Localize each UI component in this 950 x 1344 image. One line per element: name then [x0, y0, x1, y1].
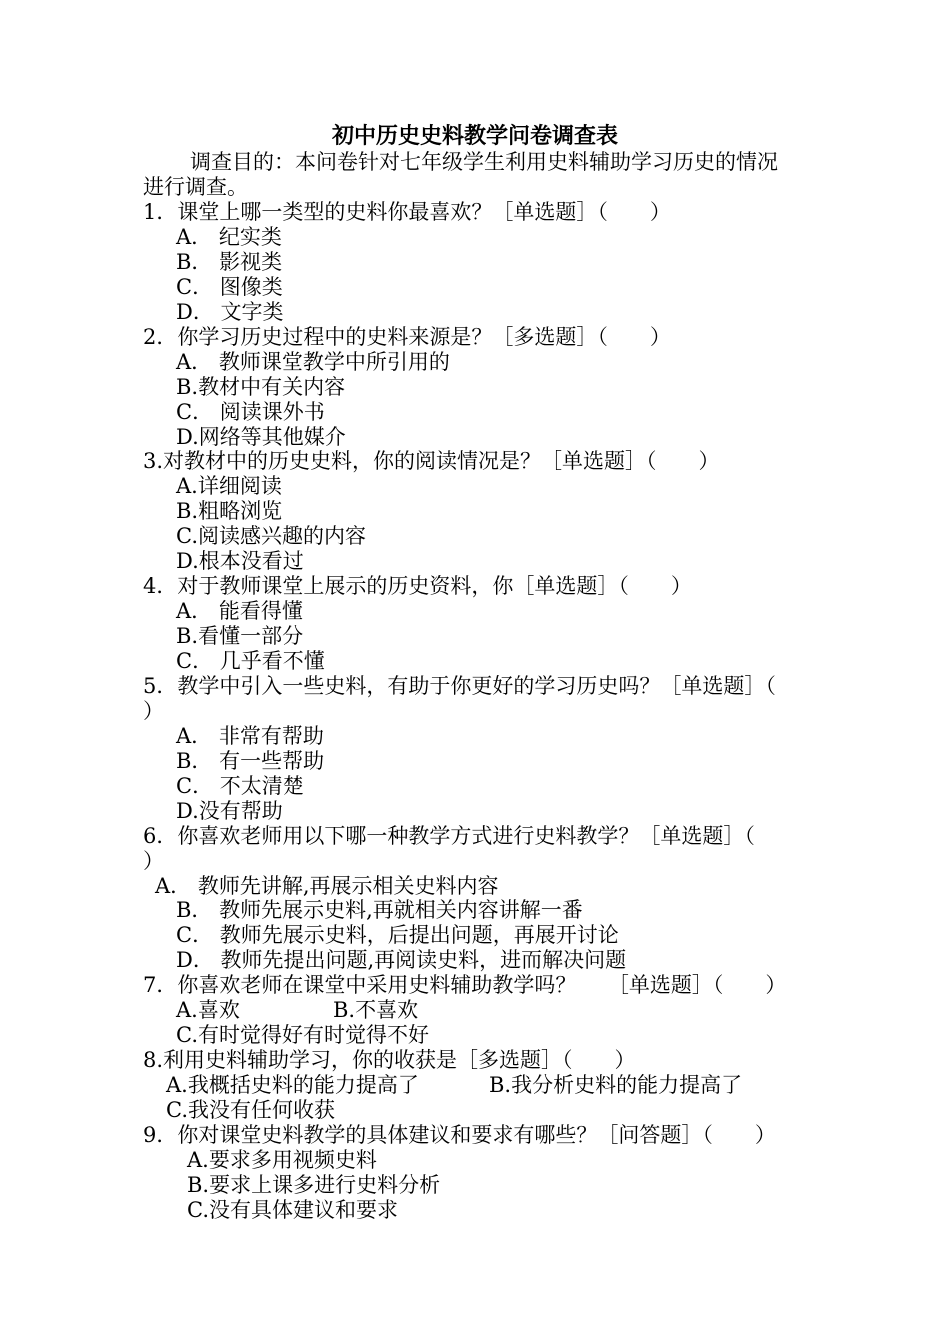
- page-title: 初中历史史料教学问卷调查表: [331, 123, 618, 149]
- q3-option-c: C.阅读感兴趣的内容: [176, 524, 366, 548]
- q9-option-b: B.要求上课多进行史料分析: [187, 1173, 441, 1197]
- q6-option-c: C． 教师先展示史料，后提出问题，再展开讨论: [176, 923, 619, 947]
- intro-line-1: 调查目的：本问卷针对七年级学生利用史料辅助学习历史的情况: [190, 150, 778, 174]
- q2-option-b: B.教材中有关内容: [176, 375, 346, 399]
- question-6: 6．你喜欢老师用以下哪一种教学方式进行史料教学？［单选题］（: [143, 824, 755, 848]
- question-6-cont: ）: [143, 849, 164, 873]
- question-4: 4．对于教师课堂上展示的历史资料，你［单选题］（ ）: [143, 574, 692, 598]
- q2-option-d: D.网络等其他媒介: [176, 425, 346, 449]
- q4-option-c: C． 几乎看不懂: [176, 649, 325, 673]
- q1-option-b: B． 影视类: [176, 250, 283, 274]
- q5-option-c: C． 不太清楚: [176, 774, 304, 798]
- question-9: 9．你对课堂史料教学的具体建议和要求有哪些？［问答题］（ ）: [143, 1123, 776, 1147]
- q9-option-a: A.要求多用视频史料: [187, 1148, 377, 1172]
- q3-option-b: B.粗略浏览: [176, 499, 283, 523]
- q9-option-c: C.没有具体建议和要求: [187, 1198, 398, 1222]
- intro-line-2: 进行调查。: [143, 175, 248, 199]
- question-1: 1．课堂上哪一类型的史料你最喜欢？［单选题］（ ）: [143, 200, 671, 224]
- question-2: 2．你学习历史过程中的史料来源是？［多选题］（ ）: [143, 325, 671, 349]
- q3-option-a: A.详细阅读: [176, 474, 282, 498]
- q7-option-a: A.喜欢: [176, 998, 240, 1022]
- q8-option-c: C.我没有任何收获: [166, 1098, 335, 1122]
- q6-option-b: B． 教师先展示史料,再就相关内容讲解一番: [176, 898, 583, 922]
- q6-option-d: D． 教师先提出问题,再阅读史料，进而解决问题: [176, 948, 627, 972]
- question-3: 3.对教材中的历史史料，你的阅读情况是？［单选题］（ ）: [143, 449, 720, 473]
- q4-option-a: A． 能看得懂: [176, 599, 303, 623]
- q5-option-b: B． 有一些帮助: [176, 749, 325, 773]
- question-8: 8.利用史料辅助学习，你的收获是［多选题］（ ）: [143, 1048, 636, 1072]
- q7-option-b: B.不喜欢: [333, 998, 419, 1022]
- q2-option-a: A． 教师课堂教学中所引用的: [176, 350, 450, 374]
- q5-option-a: A． 非常有帮助: [176, 724, 324, 748]
- q1-option-d: D． 文字类: [176, 300, 284, 324]
- q2-option-c: C． 阅读课外书: [176, 400, 325, 424]
- q8-option-a: A.我概括史料的能力提高了: [166, 1073, 419, 1097]
- question-5-cont: ）: [143, 699, 164, 723]
- q1-option-c: C． 图像类: [176, 275, 283, 299]
- q5-option-d: D.没有帮助: [176, 799, 283, 823]
- q7-option-c: C.有时觉得好有时觉得不好: [176, 1023, 429, 1047]
- q1-option-a: A． 纪实类: [176, 225, 282, 249]
- q6-option-a: A． 教师先讲解,再展示相关史料内容: [155, 874, 499, 898]
- q3-option-d: D.根本没看过: [176, 549, 304, 573]
- question-5: 5．教学中引入一些史料，有助于你更好的学习历史吗？［单选题］（: [143, 674, 776, 698]
- q8-option-b: B.我分析史料的能力提高了: [489, 1073, 743, 1097]
- question-7: 7．你喜欢老师在课堂中采用史料辅助教学吗？ ［单选题］（ ）: [143, 973, 787, 997]
- q4-option-b: B.看懂一部分: [176, 624, 304, 648]
